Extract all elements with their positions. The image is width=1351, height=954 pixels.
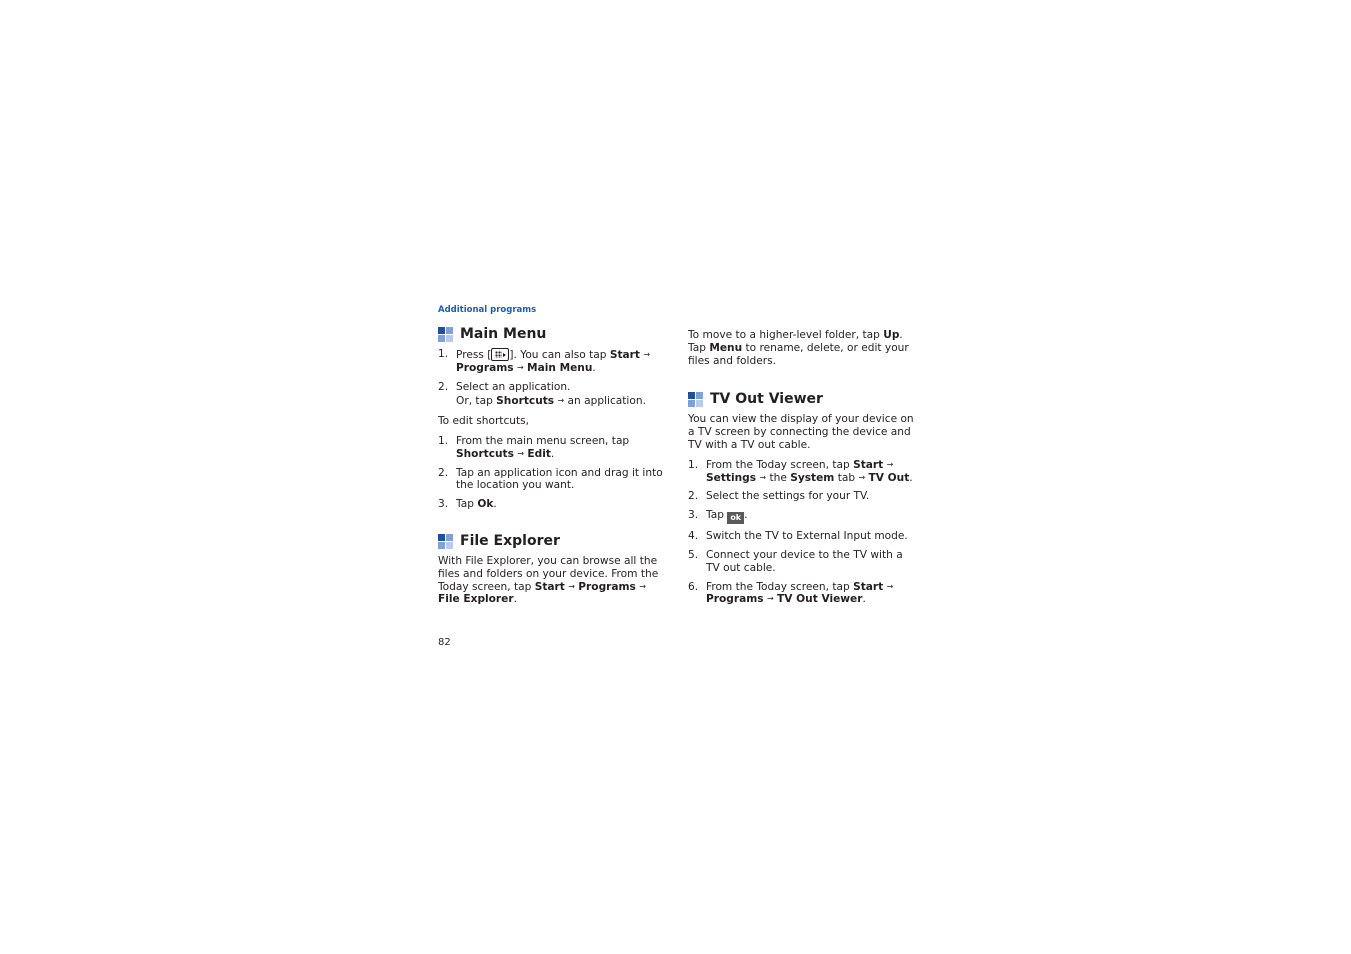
- tv-out-title: TV Out Viewer: [710, 391, 823, 408]
- text: .: [909, 471, 913, 484]
- list-item: [688, 581, 914, 607]
- programs-term: Programs: [578, 580, 636, 593]
- spacer: [438, 518, 664, 533]
- text: Tap: [456, 498, 478, 511]
- arrow-icon: →: [886, 459, 894, 469]
- text: .: [592, 361, 596, 374]
- text: From the main menu screen, tap: [456, 434, 630, 447]
- arrow-icon: →: [639, 581, 646, 591]
- list-item: [438, 467, 664, 493]
- file-explorer-term: File Explorer: [438, 593, 514, 606]
- start-term: Start: [534, 580, 565, 593]
- section-bullet-icon: [688, 392, 703, 407]
- text: .: [744, 509, 748, 522]
- list-item: [688, 459, 914, 485]
- text: From the Today screen, tap: [706, 458, 854, 471]
- edit-shortcuts-intro: To edit shortcuts,: [438, 415, 530, 428]
- step-number: 3.: [438, 498, 449, 511]
- ok-button-icon: ok: [727, 512, 744, 524]
- step-text: Tap an application icon and drag it into the location you want.: [456, 466, 663, 492]
- step-number: 2.: [438, 380, 449, 393]
- list-item: [688, 530, 914, 543]
- step-text: [456, 348, 664, 375]
- edit-shortcuts-steps: [438, 435, 664, 511]
- folder-navigation-text: [688, 329, 914, 367]
- arrow-icon: →: [557, 396, 565, 406]
- text: .: [493, 498, 497, 511]
- tv-out-term: TV Out: [868, 471, 910, 484]
- arrow-icon: →: [516, 362, 524, 372]
- step-text: Select the settings for your TV.: [706, 490, 870, 503]
- step-number: 1.: [438, 434, 449, 447]
- system-term: System: [790, 471, 835, 484]
- arrow-icon: →: [568, 581, 575, 591]
- list-item: [688, 509, 914, 524]
- step-number: 5.: [688, 548, 699, 561]
- main-menu-term: Main Menu: [527, 361, 593, 374]
- file-explorer-title: File Explorer: [460, 532, 560, 549]
- text: to rename, delete, or edit your files and folders.: [688, 341, 909, 367]
- left-column: [438, 326, 664, 613]
- text: To move to a higher-level folder, tap: [688, 329, 884, 341]
- page-number: 82: [438, 637, 451, 648]
- running-head: Additional programs: [438, 305, 537, 315]
- shortcuts-term: Shortcuts: [496, 395, 555, 408]
- step-text: Switch the TV to External Input mode.: [706, 530, 908, 543]
- settings-term: Settings: [706, 471, 757, 484]
- text: . Tap: [688, 329, 903, 354]
- arrow-icon: →: [766, 594, 774, 604]
- text: the: [766, 471, 791, 484]
- menu-key-icon: [491, 348, 509, 361]
- menu-term: Menu: [709, 341, 743, 354]
- text: With File Explorer, you can browse all the files and folders on your device. From the Today screen, tap: [438, 554, 659, 593]
- text: tab: [834, 471, 859, 484]
- file-explorer-heading: [438, 533, 664, 550]
- file-explorer-text: [438, 555, 664, 606]
- right-column: [688, 329, 914, 613]
- step-text: Connect your device to the TV with a TV out cable.: [706, 548, 903, 574]
- list-item: [438, 435, 664, 461]
- text: Select an application.: [456, 380, 571, 393]
- main-menu-steps: [438, 348, 664, 408]
- shortcuts-term: Shortcuts: [456, 447, 514, 460]
- programs-term: Programs: [456, 361, 514, 374]
- text: .: [550, 447, 555, 460]
- list-item: [438, 381, 664, 409]
- list-item: [438, 498, 664, 511]
- ok-term: Ok: [477, 498, 494, 511]
- start-term: Start: [853, 458, 884, 471]
- arrow-icon: →: [759, 472, 767, 482]
- edit-term: Edit: [527, 447, 551, 460]
- programs-term: Programs: [706, 593, 764, 606]
- step-text: [456, 498, 664, 511]
- text: Tap: [706, 509, 728, 522]
- arrow-icon: →: [886, 581, 894, 591]
- step-text: [456, 435, 664, 461]
- spacer: [688, 374, 914, 391]
- step-number: 1.: [688, 458, 699, 471]
- arrow-icon: →: [643, 350, 651, 359]
- step-number: 1.: [438, 348, 449, 360]
- text: .: [862, 593, 866, 606]
- arrow-icon: →: [517, 448, 525, 458]
- list-item: [688, 549, 914, 575]
- list-item: [688, 490, 914, 503]
- step-number: 6.: [688, 580, 699, 593]
- step-number: 4.: [688, 530, 699, 543]
- arrow-icon: →: [858, 472, 866, 482]
- tv-out-steps: [688, 459, 914, 606]
- tv-out-intro: You can view the display of your device on a TV screen by connecting the device and TV with a TV out cable.: [688, 413, 914, 451]
- start-term: Start: [853, 580, 884, 593]
- up-term: Up: [883, 329, 900, 341]
- step-number: 3.: [688, 509, 699, 522]
- tv-out-heading: [688, 391, 914, 408]
- text: From the Today screen, tap: [706, 580, 854, 593]
- text: .: [513, 593, 517, 606]
- text: an application.: [564, 395, 646, 408]
- step-text: [706, 509, 914, 524]
- section-bullet-icon: [438, 327, 453, 342]
- tv-out-viewer-term: TV Out Viewer: [777, 593, 863, 606]
- step-subtext: [456, 395, 664, 408]
- step-number: 2.: [688, 490, 699, 503]
- main-menu-heading: [438, 326, 664, 343]
- step-text: [456, 381, 664, 409]
- step-text: [706, 581, 914, 607]
- start-term: Start: [609, 349, 640, 361]
- main-menu-title: Main Menu: [460, 326, 547, 342]
- section-bullet-icon: [438, 534, 453, 549]
- step-text: [706, 459, 914, 485]
- list-item: [438, 348, 664, 375]
- text: ]. You can also tap: [509, 349, 610, 361]
- step-number: 2.: [438, 466, 449, 479]
- text: Press [: [456, 349, 492, 361]
- text: Or, tap: [456, 395, 497, 408]
